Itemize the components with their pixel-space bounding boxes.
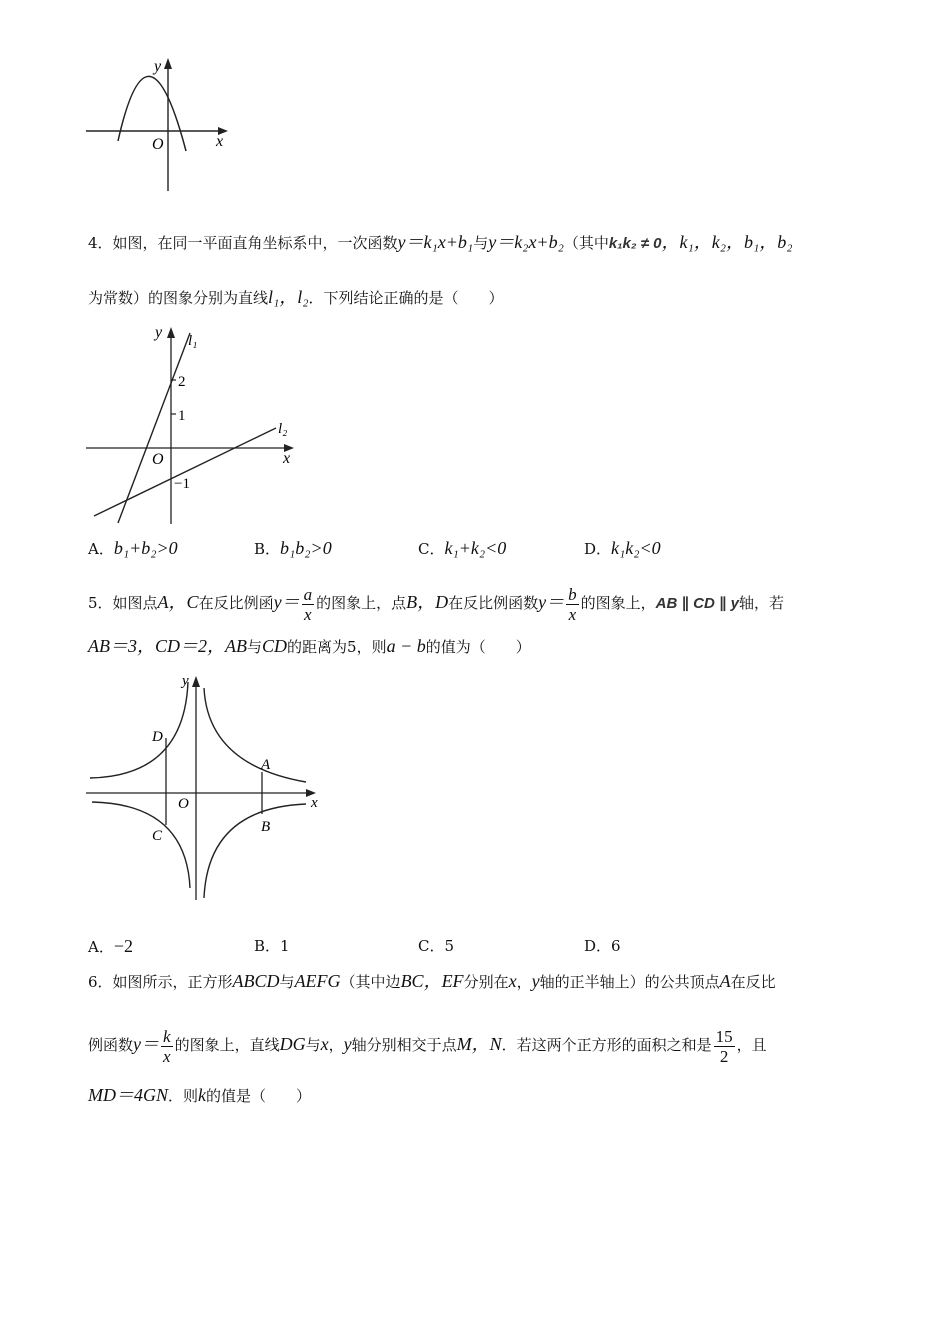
- q4-with: 与: [473, 234, 489, 252]
- x-label: x: [311, 795, 318, 811]
- option-value: 1: [280, 937, 290, 955]
- point-d-label: D: [152, 729, 163, 745]
- q4-consts: ，k₁，k₂，b₁，b₂: [661, 232, 793, 252]
- q6-md-gn: MD＝4GN: [88, 1085, 168, 1105]
- q6-a: A: [719, 971, 731, 991]
- q4-option-c[interactable]: [418, 538, 506, 559]
- q5-frac-a: [302, 585, 315, 624]
- option-label: B．: [254, 540, 281, 558]
- q4-option-b[interactable]: [254, 538, 332, 559]
- q5-line2: [88, 636, 531, 657]
- q6-text-a: 6．如图所示，正方形: [88, 973, 233, 991]
- tick-label-neg1: −1: [174, 476, 190, 492]
- q5-func-b-lhs: y＝: [538, 592, 565, 612]
- q5-text-a: 5．如图点: [88, 594, 158, 612]
- option-expr: k₁+k₂<0: [444, 538, 507, 558]
- y-label: y: [155, 324, 163, 341]
- q6-text-m: 的值是（ ）: [206, 1087, 312, 1105]
- den: 2: [719, 1046, 729, 1066]
- num: a: [303, 584, 313, 604]
- point-b-label: B: [261, 819, 271, 835]
- q6-x: x: [508, 971, 517, 991]
- q5-dist: 的距离为: [287, 638, 348, 656]
- l1-label: l₁: [188, 333, 198, 349]
- q6-mn: M，N: [456, 1034, 502, 1054]
- den: x: [163, 1046, 171, 1066]
- q6-yu: 与: [279, 973, 295, 991]
- q6-text-c: 分别在: [463, 973, 509, 991]
- q5-text-e: 的图象上，: [580, 594, 656, 612]
- option-expr: b₁+b₂>0: [113, 538, 178, 558]
- q6-comma2: ，: [328, 1036, 344, 1054]
- q6-comma: ，: [516, 973, 532, 991]
- y-label: y: [154, 58, 162, 75]
- q4-func1: y＝k₁x+b₁: [397, 232, 474, 252]
- tick-label-1: 1: [178, 408, 186, 424]
- option-expr: b₁b₂>0: [280, 538, 332, 558]
- num: b: [568, 584, 577, 604]
- line-l2: [94, 428, 276, 516]
- x-label: x: [216, 133, 224, 150]
- q5-option-c[interactable]: [418, 936, 454, 956]
- q4-func2: y＝k₂x+b₂: [488, 232, 564, 252]
- q6-text-e: 在反比: [730, 973, 776, 991]
- q4-text-b: 为常数）的图象分别为直线: [88, 289, 269, 307]
- q4-option-a[interactable]: [88, 538, 178, 559]
- q5-cd: CD: [262, 636, 288, 656]
- num: k: [163, 1026, 171, 1046]
- q5-pts-bd: B，D: [406, 592, 449, 612]
- option-label: D．: [584, 937, 612, 955]
- q5-text-f: 轴，若: [738, 594, 784, 612]
- q6-func-lhs: y＝: [133, 1034, 160, 1054]
- q5-amb: a − b: [386, 636, 426, 656]
- q4-lines: l₁，l₂: [268, 287, 309, 307]
- q6-text-h: 与: [305, 1036, 321, 1054]
- q5-yu: 与: [247, 638, 263, 656]
- option-label: D．: [584, 540, 612, 558]
- q6-text-d: 轴的正半轴上）的公共顶点: [539, 973, 720, 991]
- q5-text-b: 在反比例函: [198, 594, 274, 612]
- q6-line3: [88, 1085, 311, 1106]
- y-label: y: [182, 673, 189, 689]
- option-value: 5: [444, 937, 455, 955]
- option-value: −2: [113, 936, 133, 956]
- q5-line1: [88, 582, 784, 622]
- option-label: A．: [88, 540, 114, 558]
- q5-hyperbola-figure: [82, 670, 327, 905]
- q5-end: 的值为（ ）: [425, 638, 531, 656]
- den: x: [568, 604, 577, 624]
- q6-text-k: ，且: [736, 1036, 767, 1054]
- q4-lines-figure: [82, 318, 302, 528]
- q5-five: 5，则: [347, 638, 387, 656]
- q5-pts-ac: A，C: [157, 592, 199, 612]
- y-axis-arrow: [167, 327, 175, 338]
- q6-frac-area: [714, 1027, 735, 1066]
- tick-label-2: 2: [178, 374, 186, 390]
- option-value: 6: [611, 937, 621, 955]
- q6-k: k: [198, 1085, 207, 1105]
- q6-y: y: [531, 971, 540, 991]
- q6-y2: y: [343, 1034, 352, 1054]
- q5-option-b[interactable]: [254, 936, 290, 956]
- curve-a-q3: [92, 802, 190, 888]
- q4-text-a: 4．如图，在同一平面直角坐标系中，一次函数: [88, 234, 398, 252]
- option-label: C．: [418, 540, 445, 558]
- point-c-label: C: [152, 828, 163, 844]
- y-axis-arrow: [164, 58, 172, 69]
- q5-option-d[interactable]: [584, 936, 621, 956]
- q6-x2: x: [320, 1034, 329, 1054]
- q6-text-b: （其中边: [340, 973, 401, 991]
- origin-label: O: [152, 451, 164, 468]
- q5-option-a[interactable]: [88, 936, 133, 957]
- q5-cond: AB ∥ CD ∥ y: [655, 595, 739, 612]
- q6-line1: [88, 971, 776, 992]
- den: x: [304, 604, 312, 624]
- parabola-figure: [82, 55, 237, 195]
- line-l1: [118, 333, 190, 523]
- point-a-label: A: [261, 757, 271, 773]
- q6-abcd: ABCD: [232, 971, 280, 991]
- q6-line2: [88, 1022, 767, 1066]
- option-label: B．: [254, 937, 281, 955]
- option-label: A．: [88, 938, 114, 956]
- q6-text-j: ．若这两个正方形的面积之和是: [501, 1036, 712, 1054]
- q4-cond-open: （其中: [563, 234, 609, 252]
- q4-line1: [88, 232, 792, 254]
- q5-text-c: 的图象上，点: [316, 594, 407, 612]
- q6-text-l: ．则: [168, 1087, 199, 1105]
- num: 15: [715, 1026, 733, 1046]
- q5-func-a-lhs: y＝: [273, 592, 300, 612]
- q4-cond: k₁k₂ ≠ 0: [608, 235, 662, 252]
- origin-label: O: [178, 796, 189, 812]
- q4-option-d[interactable]: [584, 538, 661, 559]
- q6-frac-k: [161, 1027, 173, 1066]
- curve-a-q1: [204, 688, 306, 782]
- q4-line2: [88, 287, 504, 308]
- q6-text-f: 例函数: [88, 1036, 134, 1054]
- q5-frac-b: [566, 585, 579, 624]
- q6-dg: DG: [279, 1034, 306, 1054]
- origin-label: O: [152, 136, 164, 153]
- curve-b-q2: [90, 682, 188, 778]
- q5-text-d: 在反比例函数: [448, 594, 539, 612]
- option-label: C．: [418, 937, 445, 955]
- q6-text-i: 轴分别相交于点: [351, 1036, 457, 1054]
- q6-aefg: AEFG: [294, 971, 341, 991]
- q6-bc-ef: BC，EF: [400, 971, 464, 991]
- option-expr: k₁k₂<0: [611, 538, 661, 558]
- y-axis-arrow: [192, 676, 200, 687]
- q5-ab: AB＝3，CD＝2，AB: [88, 636, 247, 656]
- curve-b-q4: [204, 804, 306, 898]
- l2-label: l₂: [278, 421, 288, 437]
- x-label: x: [283, 450, 291, 467]
- q4-text-c: ．下列结论正确的是（ ）: [308, 289, 504, 307]
- q6-text-g: 的图象上，直线: [174, 1036, 280, 1054]
